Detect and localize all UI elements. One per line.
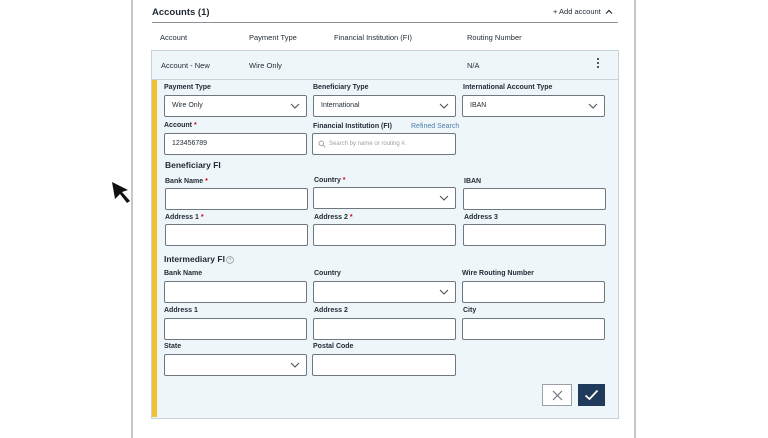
ben-address3-label: Address 3 [464, 214, 498, 221]
row-payment-type: Wire Only [249, 61, 282, 70]
beneficiary-type-label: Beneficiary Type [313, 84, 369, 91]
postal-code-label: Postal Code [313, 343, 354, 350]
required-mark: * [193, 122, 197, 129]
intl-account-type-value: IBAN [470, 102, 487, 109]
column-header-account: Account [160, 33, 188, 42]
column-header-routing-number: Routing Number [467, 33, 522, 42]
edit-indicator-bar [152, 80, 157, 417]
beneficiary-type-select[interactable] [313, 95, 456, 117]
int-bank-name-label: Bank Name [164, 270, 203, 277]
kebab-menu-icon[interactable] [594, 58, 602, 72]
chevron-down-icon [439, 102, 449, 110]
ben-bank-name-input[interactable] [165, 188, 308, 210]
svg-text:?: ? [228, 258, 232, 264]
accounts-title: Accounts (1) [152, 7, 210, 18]
add-account-button[interactable]: + Add account [553, 7, 601, 16]
header-divider [152, 22, 618, 23]
int-country-label: Country [314, 270, 341, 277]
column-header-fi: Financial Institution (FI) [334, 33, 412, 42]
cancel-button[interactable] [542, 384, 572, 406]
ben-address2-label [314, 214, 353, 221]
iban-input[interactable] [463, 188, 606, 210]
city-input[interactable] [462, 318, 605, 340]
int-bank-name-input[interactable] [164, 281, 307, 303]
state-select[interactable] [164, 354, 307, 376]
ben-bank-name-label [165, 178, 208, 185]
iban-label: IBAN [464, 178, 482, 185]
mouse-pointer-icon [111, 180, 133, 204]
required-mark: * [200, 214, 204, 221]
int-address2-label: Address 2 [314, 307, 348, 314]
row-account: Account - New [161, 61, 210, 70]
account-value: 123456789 [172, 140, 208, 147]
int-address2-input[interactable] [313, 318, 456, 340]
help-circle-icon[interactable] [226, 256, 234, 264]
ben-address2-text: Address 2 [314, 214, 348, 221]
payment-type-label: Payment Type [164, 84, 211, 91]
beneficiary-fi-heading: Beneficiary FI [165, 160, 221, 170]
close-icon [552, 390, 563, 401]
chevron-down-icon [439, 288, 449, 296]
account-input[interactable] [164, 133, 307, 155]
required-mark: * [349, 214, 353, 221]
ben-address1-text: Address 1 [165, 214, 199, 221]
chevron-down-icon [290, 102, 300, 110]
payment-type-value: Wire Only [172, 102, 203, 109]
intl-account-type-label: International Account Type [463, 84, 553, 91]
intl-account-type-select[interactable] [462, 95, 605, 117]
ben-address1-input[interactable] [165, 224, 308, 246]
ben-country-text: Country [314, 177, 341, 184]
int-address1-label: Address 1 [164, 307, 198, 314]
postal-code-input[interactable] [312, 354, 456, 376]
intermediary-fi-heading: Intermediary FI [164, 254, 225, 264]
ben-address3-input[interactable] [463, 224, 606, 246]
row-routing-number: N/A [467, 61, 480, 70]
fi-label: Financial Institution (FI) [313, 123, 392, 130]
wire-routing-label: Wire Routing Number [462, 270, 534, 277]
ben-bank-name-text: Bank Name [165, 178, 204, 185]
ben-country-label [314, 177, 346, 184]
confirm-button[interactable] [578, 384, 605, 406]
row-divider [152, 79, 618, 80]
chevron-down-icon [290, 361, 300, 369]
int-country-select[interactable] [313, 281, 456, 303]
fi-search-input[interactable] [312, 133, 456, 155]
ben-address2-input[interactable] [313, 224, 456, 246]
check-icon [584, 389, 599, 401]
refined-search-link[interactable]: Refined Search [411, 123, 460, 130]
wire-routing-input[interactable] [462, 281, 605, 303]
beneficiary-type-value: International [321, 102, 360, 109]
account-label-text: Account [164, 122, 192, 129]
search-icon [318, 140, 326, 148]
int-address1-input[interactable] [164, 318, 307, 340]
city-label: City [463, 307, 477, 314]
chevron-down-icon [439, 194, 449, 202]
required-mark: * [205, 178, 208, 185]
column-header-payment-type: Payment Type [249, 33, 297, 42]
chevron-down-icon [588, 102, 598, 110]
fi-search-placeholder: Search by name or routing #. [329, 141, 407, 147]
state-label: State [164, 343, 182, 350]
ben-address1-label [165, 214, 204, 221]
chevron-up-icon[interactable] [604, 7, 614, 17]
account-label [164, 122, 197, 129]
ben-country-select[interactable] [313, 187, 456, 209]
payment-type-select[interactable] [164, 95, 307, 117]
required-mark: * [342, 177, 346, 184]
